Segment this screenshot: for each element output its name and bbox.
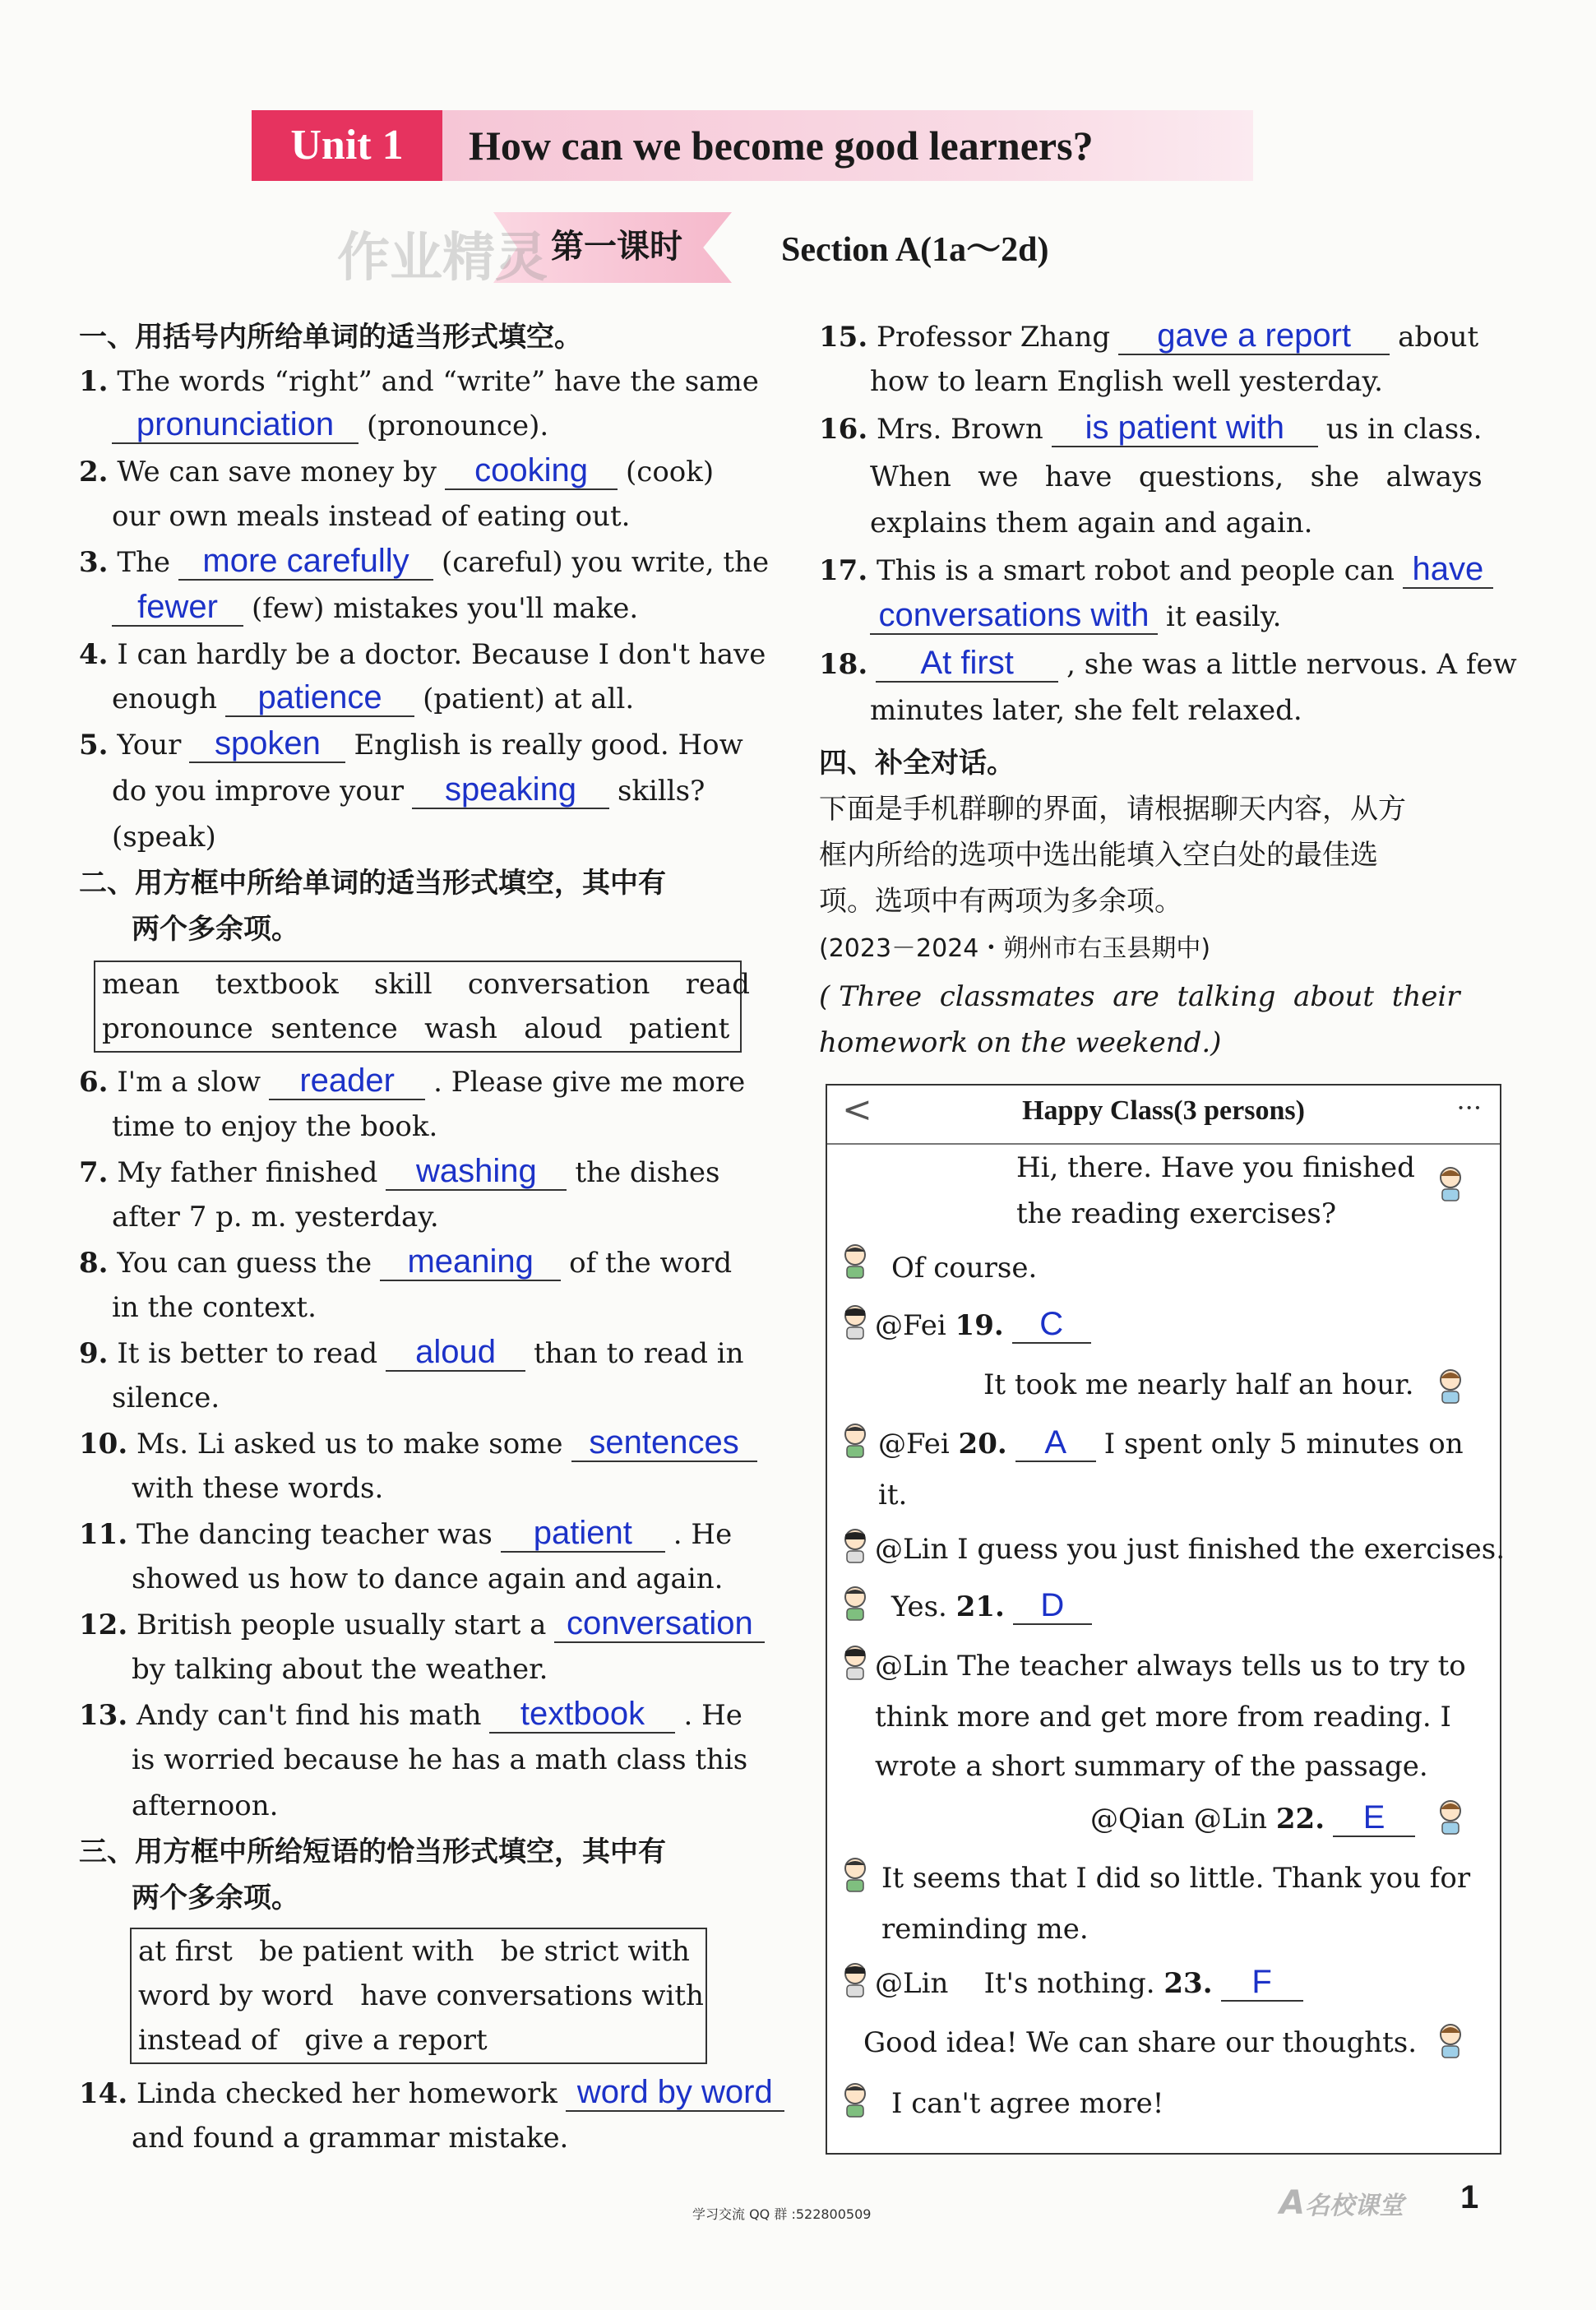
part4-intro2: 框内所给的选项中选出能填入空白处的最佳选 <box>819 839 1378 872</box>
avatar-fei-icon-5 <box>839 2081 872 2118</box>
answer-4: patience <box>225 679 414 717</box>
answer-15: gave a report <box>1118 317 1390 355</box>
answer-7: washing <box>386 1153 567 1191</box>
chat-msg-8c: wrote a short summary of the passage. <box>875 1750 1428 1783</box>
q4-line2: enough patience (patient) at all. <box>112 679 635 715</box>
q2-line2: our own meals instead of eating out. <box>112 500 631 533</box>
chat-msg-7: Yes. 21. D <box>891 1584 1100 1630</box>
unit-title: How can we become good learners? <box>442 110 1253 181</box>
q1-line2: pronunciation (pronounce). <box>112 403 548 449</box>
answer-19: C <box>1012 1306 1091 1344</box>
avatar-fei-icon-2 <box>839 1421 872 1459</box>
part2-heading: 二、用方框中所给单词的适当形式填空，其中有 <box>79 867 666 900</box>
answer-17b: conversations with <box>870 597 1158 635</box>
avatar-fei-icon <box>839 1242 872 1280</box>
part4-context2: homework on the weekend.) <box>819 1026 1222 1059</box>
section-label: Section A(1a～2d) <box>781 231 1049 269</box>
chat-msg-4: It took me nearly half an hour. <box>983 1368 1414 1401</box>
part3-heading: 三、用方框中所给短语的恰当形式填空，其中有 <box>79 1836 666 1868</box>
q6: 6. I'm a slow reader . Please give me more <box>79 1062 746 1099</box>
answer-20: A <box>1015 1424 1096 1462</box>
chat-msg-1b: the reading exercises? <box>1016 1197 1337 1230</box>
word-box: mean textbook skill conversation read pronounce sentence wash aloud patient <box>94 961 742 1053</box>
chat-msg-10a: It seems that I did so little. Thank you for <box>881 1862 1471 1895</box>
part4-context1: ( Three classmates are talking about their <box>819 980 1460 1013</box>
q5-line2: do you improve your speaking skills? <box>112 771 705 808</box>
answer-6: reader <box>269 1062 425 1100</box>
avatar-fei-icon-4 <box>839 1855 872 1893</box>
answer-1: pronunciation <box>112 406 359 444</box>
q3: 3. The more carefully (careful) you write, the <box>79 543 770 579</box>
answer-12: conversation <box>554 1605 765 1643</box>
q14: 14. Linda checked her homework word by word <box>79 2071 793 2117</box>
q11-line2: showed us how to dance again and again. <box>132 1562 724 1595</box>
page-number: 1 <box>1460 2179 1479 2215</box>
part3-heading2: 两个多余项。 <box>132 1882 299 1914</box>
answer-9: aloud <box>386 1334 525 1372</box>
q6-line2: time to enjoy the book. <box>112 1110 438 1143</box>
more-icon[interactable]: ··· <box>1456 1092 1482 1123</box>
q9: 9. It is better to read aloud than to read in <box>79 1334 744 1370</box>
chat-msg-1a: Hi, there. Have you finished <box>1016 1151 1415 1184</box>
avatar-qian-icon-3 <box>1434 1798 1467 1836</box>
q12: 12. British people usually start a conversation <box>79 1602 773 1648</box>
q10-line2: with these words. <box>132 1472 384 1505</box>
q13-line3: afternoon. <box>132 1789 279 1822</box>
answer-17: have <box>1403 551 1493 589</box>
avatar-qian-icon-2 <box>1434 1367 1467 1405</box>
q17: 17. This is a smart robot and people can have <box>819 548 1501 594</box>
chat-msg-5c: it. <box>878 1479 908 1511</box>
chat-header <box>827 1086 1500 1145</box>
answer-5b: speaking <box>412 771 609 809</box>
chat-msg-3: @Fei 19. C <box>875 1303 1099 1349</box>
answer-23: F <box>1221 1964 1303 2002</box>
q12-line2: by talking about the weather. <box>132 1653 548 1686</box>
avatar-lin-icon-4 <box>839 1960 872 1998</box>
q3-line2: fewer (few) mistakes you'll make. <box>112 586 638 632</box>
chat-msg-6: @Lin I guess you just finished the exercises. <box>875 1533 1506 1566</box>
avatar-qian-icon <box>1434 1164 1467 1202</box>
answer-22: E <box>1333 1799 1415 1837</box>
avatar-lin-icon <box>839 1303 872 1340</box>
q16: 16. Mrs. Brown is patient with us in class. <box>819 410 1483 446</box>
part4-intro3: 项。选项中有两项为多余项。 <box>819 885 1182 918</box>
q4: 4. I can hardly be a doctor. Because I don't have <box>79 638 766 671</box>
answer-18: At first <box>876 645 1058 683</box>
q13: 13. Andy can't find his math textbook . He <box>79 1696 742 1732</box>
chat-msg-12: Good idea! We can share our thoughts. <box>863 2026 1418 2059</box>
part2-heading2: 两个多余项。 <box>132 913 299 946</box>
q5-line3: (speak) <box>112 821 216 854</box>
q7-line2: after 7 p. m. yesterday. <box>112 1201 439 1234</box>
q7: 7. My father finished washing the dishes <box>79 1153 720 1189</box>
chat-msg-10b: reminding me. <box>881 1913 1089 1946</box>
avatar-fei-icon-3 <box>839 1584 872 1622</box>
phrase-box: at first be patient with be strict with word by word have conversations with instead of give a report <box>130 1928 707 2064</box>
q5: 5. Your spoken English is really good. How <box>79 725 743 762</box>
answer-8: meaning <box>380 1243 561 1281</box>
watermark: 作业精灵 <box>337 228 548 289</box>
q17-line2: conversations with it easily. <box>870 594 1281 640</box>
answer-14: word by word <box>566 2074 784 2112</box>
avatar-lin-icon-2 <box>839 1526 872 1564</box>
answer-10: sentences <box>571 1424 757 1462</box>
chat-msg-8a: @Lin The teacher always tells us to try to <box>875 1650 1466 1683</box>
q8-line2: in the context. <box>112 1291 317 1324</box>
q15: 15. Professor Zhang gave a report about <box>819 317 1479 354</box>
q1: 1. The words “right” and “write” have the same <box>79 365 759 398</box>
q15-line2: how to learn English well yesterday. <box>870 365 1383 398</box>
unit-label: Unit 1 <box>252 110 442 181</box>
answer-16: is patient with <box>1052 410 1318 447</box>
chat-msg-9: @Qian @Lin 22. E <box>1090 1796 1423 1842</box>
q2: 2. We can save money by cooking (cook) <box>79 452 715 488</box>
part1-heading: 一、用括号内所给单词的适当形式填空。 <box>79 321 582 354</box>
footer-brand-logo: A名校课堂 <box>1279 2184 1404 2222</box>
lesson-label: 第一课时 <box>551 228 682 266</box>
q18-line2: minutes later, she felt relaxed. <box>870 694 1302 727</box>
answer-3b: fewer <box>112 589 243 627</box>
answer-2: cooking <box>445 452 618 490</box>
answer-3: more carefully <box>178 543 433 581</box>
q16-line3: explains them again and again. <box>870 507 1313 539</box>
q9-line2: silence. <box>112 1382 220 1414</box>
chat-title: Happy Class(3 persons) <box>1022 1095 1305 1126</box>
answer-5: spoken <box>189 725 345 763</box>
avatar-lin-icon-3 <box>839 1643 872 1681</box>
q14-line2: and found a grammar mistake. <box>132 2122 569 2155</box>
chat-msg-5: @Fei 20. A I spent only 5 minutes on <box>878 1424 1464 1461</box>
answer-13: textbook <box>489 1696 675 1734</box>
q8: 8. You can guess the meaning of the word <box>79 1243 733 1280</box>
part4-source: (2023－2024・朔州市右玉县期中) <box>819 934 1211 963</box>
footer-qq: 学习交流 QQ 群 :522800509 <box>692 2206 872 2222</box>
avatar-qian-icon-4 <box>1434 2021 1467 2059</box>
q16-line2: When we have questions, she always <box>870 461 1483 493</box>
chat-msg-13: I can't agree more! <box>891 2087 1164 2120</box>
answer-11: patient <box>501 1515 665 1553</box>
part4-heading: 四、补全对话。 <box>819 747 1015 780</box>
chat-msg-2: Of course. <box>891 1252 1038 1285</box>
q11: 11. The dancing teacher was patient . He <box>79 1515 733 1551</box>
back-icon[interactable]: < <box>842 1089 872 1131</box>
chat-msg-8b: think more and get more from reading. I <box>875 1701 1451 1734</box>
chat-msg-11: @Lin It's nothing. 23. F <box>875 1960 1311 2007</box>
part4-intro1: 下面是手机群聊的界面，请根据聊天内容，从方 <box>819 793 1406 826</box>
q10: 10. Ms. Li asked us to make some sentences <box>79 1421 766 1467</box>
answer-21: D <box>1013 1587 1092 1625</box>
q18: 18. At first , she was a little nervous. A few <box>819 645 1517 681</box>
q13-line2: is worried because he has a math class this <box>132 1743 748 1776</box>
